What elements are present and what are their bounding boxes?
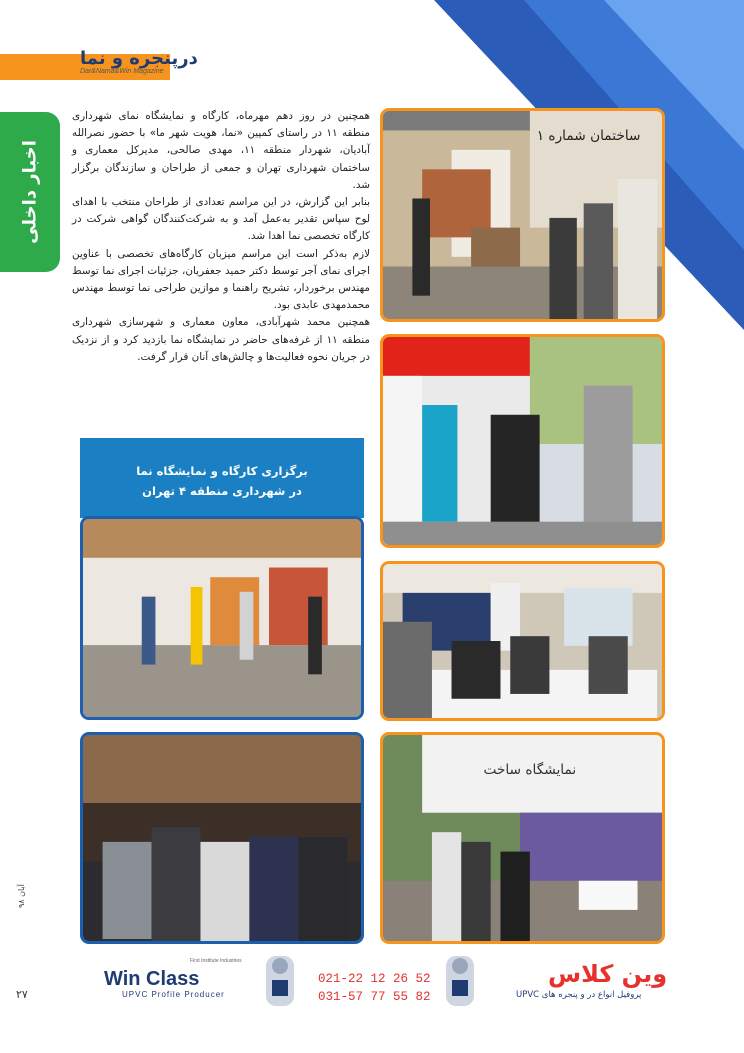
photo-meeting-table xyxy=(380,561,665,721)
winclass-tagline: UPVC Profile Producer xyxy=(122,990,225,999)
photo-tent-sign: نمایشگاه ساخت xyxy=(483,761,577,778)
phone-number: 021-22 12 26 52 xyxy=(318,972,431,986)
phone-number: 031-57 77 55 82 xyxy=(318,990,431,1004)
phone-numbers xyxy=(318,970,431,1006)
photo-outdoor-tent xyxy=(380,732,665,944)
article-paragraph: بنابر این گزارش، در این مراسم تعدادی از طراحان منتخب با اهدای لوح سپاس تقدیر به‌عمل آمد و به شرکت‌کنندگان گواهی شرکت در کارگاه تخصصی نما اهدا شد. xyxy=(72,196,370,243)
article-paragraph: همچنین در روز دهم مهرماه، کارگاه و نمایشگاه نمای شهرداری منطقه ۱۱ در راستای کمپین «نما، هویت شهر ما» با حضور نصرالله آبادیان، شهردار منطقه ۱۱، مهدی صالحی، مدیرکل معماری و ساختمان شهرداری تهران و جمعی از طراحان و سازندگان برگزار شد. xyxy=(72,110,370,191)
mascot-icon xyxy=(266,956,294,1006)
winclass-top-text: First Institute Industries xyxy=(190,958,242,964)
photo-booth-visit xyxy=(380,334,665,548)
photo-sign-text: ساختمان شماره ۱ xyxy=(536,128,641,145)
article-body xyxy=(72,108,370,366)
photo-exhibition-hall xyxy=(80,516,364,720)
photo-outdoor-tent-image xyxy=(383,735,662,941)
photo-meeting-table-image xyxy=(383,564,662,718)
issue-label: آبان ۹۸ xyxy=(17,884,26,908)
winklass-tagline: پروفیل انواع در و پنجره های UPVC xyxy=(516,990,642,1000)
caption-line-1: برگزاری کارگاه و نمایشگاه نما xyxy=(136,464,308,478)
photo-building-entrance-image xyxy=(383,111,662,319)
winclass-logo: Win Class xyxy=(104,968,200,990)
winklass-logo: وین کلاس xyxy=(548,960,668,988)
magazine-name: درپنجره و نما xyxy=(80,48,198,69)
photo-booth-visit-image xyxy=(383,337,662,545)
page-number: ۲۷ xyxy=(16,988,28,1001)
photo-audience-group xyxy=(80,732,364,944)
photo-building-entrance xyxy=(380,108,665,322)
photo-audience-group-image xyxy=(83,735,361,941)
photo-exhibition-hall-image xyxy=(83,519,361,717)
caption-box xyxy=(80,438,364,518)
section-label: اخبار داخلی xyxy=(19,140,41,244)
magazine-name-en: Dar&Nama&Win Magazine xyxy=(80,68,164,75)
article-paragraph: همچنین محمد شهرآبادی، معاون معماری و شهرسازی شهرداری منطقه ۱۱ از غرفه‌های حاضر در نمایشگاه نما بازدید کرد و از نزدیک در جریان نحوه فعالیت‌ها و چالش‌های آنان قرار گرفت. xyxy=(72,316,371,363)
article-paragraph: لازم به‌ذکر است این مراسم میزبان کارگاه‌های تخصصی با عناوین اجرای نمای آجر توسط دکتر حمید جعفریان، جزئیات اجرای نما توسط مهندس برخوردار، تشریح راهنما و موازین طراحی نما توسط مهندس محمدمهدی عابدی بود. xyxy=(72,247,370,312)
mascot-icon xyxy=(446,956,474,1006)
caption-line-2: در شهرداری منطقه ۴ تهران xyxy=(142,484,302,498)
section-tab xyxy=(0,112,60,272)
